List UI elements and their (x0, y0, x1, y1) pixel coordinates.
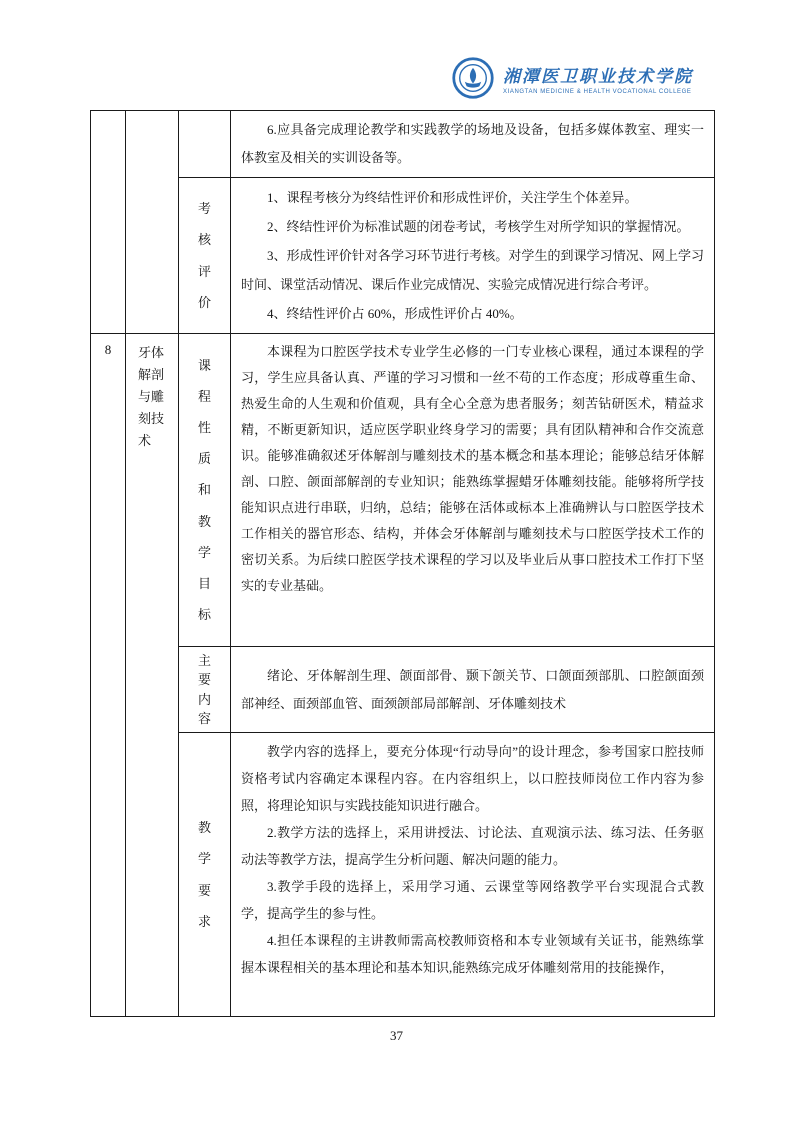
nature-label: 课程性质和教学目标 (198, 357, 212, 623)
requirement-item: 2.教学方法的选择上，采用讲授法、讨论法、直观演示法、练习法、任务驱动法等教学方法，提高学生分析问题、解决问题的能力。 (241, 825, 704, 867)
assessment-item: 3、形成性评价针对各学习环节进行考核。对学生的到课学习情况、网上学习时间、课堂活动情况、课后作业完成情况、实验完成情况进行综合考评。 (241, 248, 704, 292)
college-name: 湘潭医卫职业技术学院 (503, 66, 693, 86)
requirements-content-cell (231, 733, 715, 1017)
row-number: 8 (104, 342, 112, 357)
assessment-item: 1、课程考核分为终结性评价和形成性评价，关注学生个体差异。 (267, 190, 638, 205)
assessment-item: 2、终结性评价为标准试题的闭卷考试，考核学生对所学知识的掌握情况。 (267, 219, 690, 234)
assessment-content-cell (231, 178, 715, 334)
course-outline-table (90, 110, 715, 1017)
table-row (91, 647, 715, 733)
college-title-block (503, 62, 693, 95)
nature-label-cell (179, 334, 231, 647)
main-content-label-cell (179, 647, 231, 733)
facilities-paragraph: 6.应具备完成理论教学和实践教学的场地及设备，包括多媒体教室、理实一体教室及相关的实训设备等。 (241, 122, 704, 165)
assessment-label: 考核评价 (198, 201, 212, 310)
requirements-label-cell (179, 733, 231, 1017)
facilities-cell (231, 111, 715, 178)
course-name-cell (126, 334, 179, 1017)
page-footer (0, 1028, 793, 1044)
nature-paragraph: 本课程为口腔医学技术专业学生必修的一门专业核心课程，通过本课程的学习，学生应具备认真、严谨的学习习惯和一丝不苟的工作态度；形成尊重生命、热爱生命的人生观和价值观，具有全心全意为患者服务；刻苦钻研医术，精益求精，不断更新知识，适应医学职业终身学习的需要；具有团队精神和合作交流意识。能够准确叙述牙体解剖与雕刻技术的基本概念和基本理论；能够总结牙体解剖、口腔、颌面部解剖的专业知识；能熟练掌握蜡牙体雕刻技能。能够将所学技能知识点进行串联，归纳，总结；能够在活体或标本上准确辨认与口腔医学技术工作相关的器官形态、结构，并体会牙体解剖与雕刻技术与口腔医学技术工作的密切关系。为后续口腔医学技术课程的学习以及毕业后从事口腔技术工作打下坚实的专业基础。 (241, 344, 704, 593)
college-name-english: XIANGTAN MEDICINE & HEALTH VOCATIONAL COLLEGE (503, 88, 692, 95)
page-header (451, 56, 693, 100)
requirement-item: 教学内容的选择上，要充分体现“行动导向”的设计理念，参考国家口腔技师资格考试内容确定本课程内容。在内容组织上，以口腔技师岗位工作内容为参照，将理论知识与实践技能知识进行融合。 (241, 744, 704, 813)
row-number-cell-empty (91, 111, 126, 334)
college-logo-icon (451, 56, 495, 100)
nature-content-cell (231, 334, 715, 647)
table-row (91, 733, 715, 1017)
table-row (91, 178, 715, 334)
page-number: 37 (390, 1028, 403, 1043)
row-number-cell (91, 334, 126, 1017)
table-row (91, 111, 715, 178)
table-row (91, 334, 715, 647)
main-content-paragraph: 绪论、牙体解剖生理、颌面部骨、颞下颌关节、口颌面颈部肌、口腔颌面颈部神经、面颈部血管、面颈颌部局部解剖、牙体雕刻技术 (241, 667, 704, 711)
requirement-item: 3.教学手段的选择上，采用学习通、云课堂等网络教学平台实现混合式教学，提高学生的参与性。 (241, 879, 704, 921)
course-name-cell-empty (126, 111, 179, 334)
section-label-cell-empty (179, 111, 231, 178)
assessment-label-cell (179, 178, 231, 334)
assessment-item: 4、终结性评价占 60%，形成性评价占 40%。 (267, 306, 523, 321)
requirement-item: 4.担任本课程的主讲教师需高校教师资格和本专业领域有关证书，能熟练掌握本课程相关的基本理论和基本知识,能熟练完成牙体雕刻常用的技能操作， (241, 933, 704, 975)
main-content-cell (231, 647, 715, 733)
main-content-label: 主要内容 (198, 652, 212, 726)
requirements-label: 教学要求 (198, 820, 212, 929)
course-name: 牙体解剖与雕刻技术 (138, 345, 165, 449)
